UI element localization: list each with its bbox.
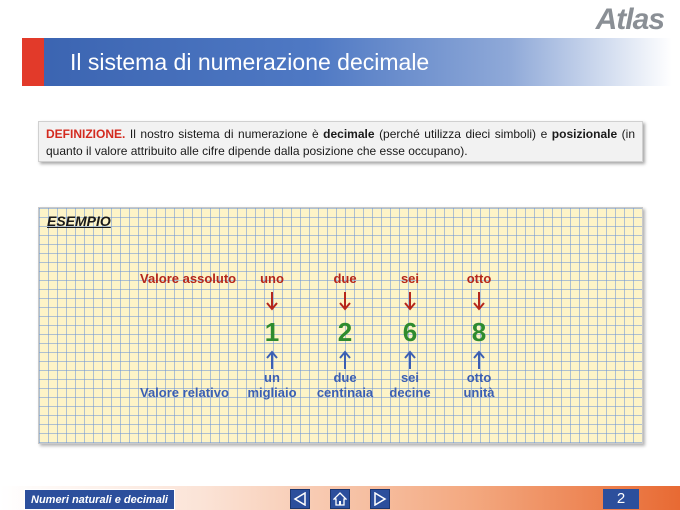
page-number: 2 [603,489,639,509]
relative-word-2: unità [463,385,495,400]
definition-text-2: (perché utilizza dieci simboli) e [374,127,552,141]
title-accent [22,38,44,86]
home-icon [333,492,347,506]
digit-column [434,270,524,400]
arrow-down-icon [404,291,416,311]
relative-word-2: centinaia [316,385,374,400]
home-button[interactable] [330,489,350,509]
section-tab[interactable]: Numeri naturali e decimali [24,489,175,510]
relative-word-1: sei [400,370,420,385]
definition-box [38,121,643,162]
arrow-up-icon [339,350,351,370]
arrow-right-icon [373,492,387,506]
absolute-word: uno [260,271,284,286]
definition-text-3: (in quanto il valore attribuito alle cifre dipende dalla posizione che esse occupano). [46,127,636,158]
digit: 8 [471,317,487,347]
absolute-word: sei [400,271,420,286]
page-title: Il sistema di numerazione decimale [70,49,430,75]
logo-text: Atlas [595,3,664,36]
relative-word-1: due [333,370,357,385]
example-box [38,207,643,444]
digit: 1 [264,317,280,347]
example-heading: ESEMPIO [47,213,111,229]
digit: 2 [337,317,353,347]
arrow-up-icon [473,350,485,370]
definition-label: DEFINIZIONE. [46,127,126,141]
next-button[interactable] [370,489,390,509]
relative-word-1: un [264,370,280,385]
arrow-up-icon [266,350,278,370]
arrow-down-icon [266,291,278,311]
arrow-down-icon [339,291,351,311]
definition-text-1: Il nostro sistema di numerazione è [125,127,324,141]
relative-word-2: migliaio [247,385,297,400]
atlas-logo [596,4,664,36]
digit: 6 [402,317,418,347]
relative-word-1: otto [466,370,492,385]
arrow-down-icon [473,291,485,311]
relative-word-2: decine [389,385,431,400]
definition-bold-decimale: decimale [323,127,375,141]
label-absolute-value: Valore assoluto [140,271,237,286]
arrow-up-icon [404,350,416,370]
definition-bold-posizionale: posizionale [551,127,618,141]
label-relative-value: Valore relativo [140,385,229,400]
previous-button[interactable] [290,489,310,509]
arrow-left-icon [293,492,307,506]
absolute-word: otto [466,271,492,286]
absolute-word: due [333,271,357,286]
